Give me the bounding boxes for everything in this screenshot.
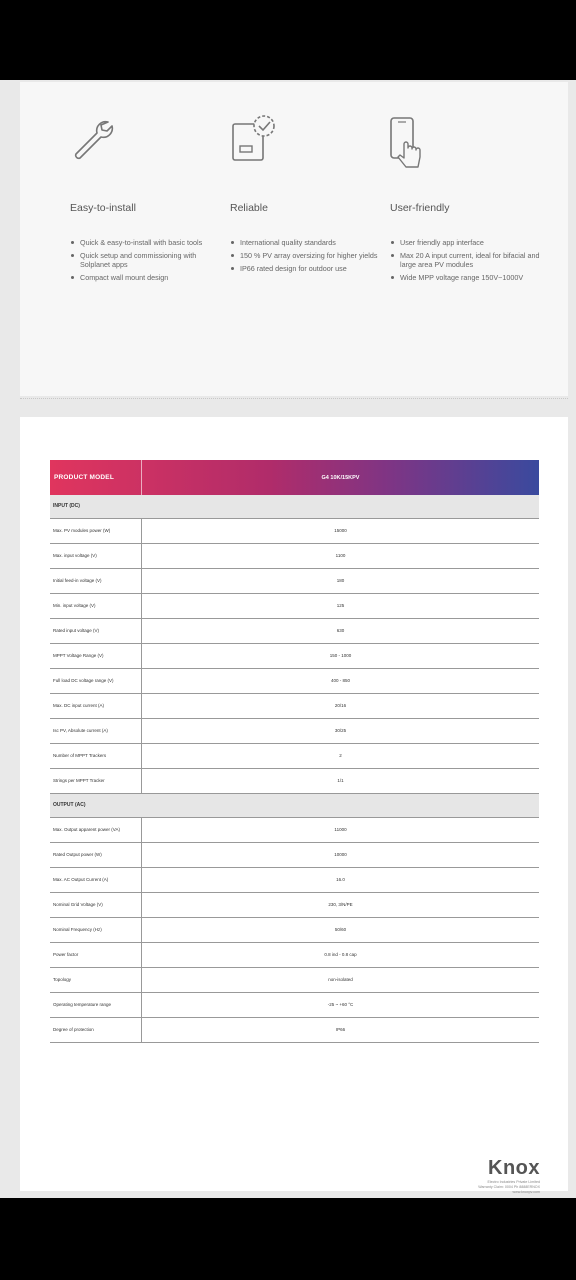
table-row	[50, 1018, 539, 1043]
table-row	[50, 519, 539, 544]
feature-list	[70, 238, 220, 286]
features-page	[20, 82, 568, 396]
status-bar	[0, 0, 576, 80]
input-rows	[50, 519, 539, 794]
row-value: 1/1	[337, 778, 344, 783]
row-label: Degree of protection	[50, 1018, 142, 1042]
table-row	[50, 744, 539, 769]
feature-title: User-friendly	[390, 202, 450, 214]
wrench-icon	[70, 116, 118, 164]
table-row	[50, 594, 539, 619]
row-value: 11000	[334, 827, 347, 832]
inverter-check-icon	[230, 112, 282, 164]
brand-company: Electro Industries Private Limited	[487, 1180, 540, 1184]
table-header	[50, 460, 539, 495]
row-label: Strings per MPPT Tracker	[50, 769, 142, 793]
row-label: Full load DC voltage range (V)	[50, 669, 142, 693]
row-value: 50/60	[334, 927, 347, 932]
table-row	[50, 893, 539, 918]
row-label: Initial feed-in voltage (V)	[50, 569, 142, 593]
row-label: MPPT Voltage Range (V)	[50, 644, 142, 668]
row-value: 180	[336, 578, 345, 583]
row-label: Max. DC input current (A)	[50, 694, 142, 718]
list-item: User friendly app interface	[390, 238, 540, 247]
row-value: 400 - 850	[330, 678, 350, 683]
row-label: Max. Output apparent power (VA)	[50, 818, 142, 842]
row-label: Max. input voltage (V)	[50, 544, 142, 568]
table-row	[50, 769, 539, 794]
list-item: International quality standards	[230, 238, 380, 247]
list-item: Max 20 A input current, ideal for bifacial and large area PV modules	[390, 251, 540, 269]
list-item: IP66 rated design for outdoor use	[230, 264, 380, 273]
row-label: Topology	[50, 968, 142, 992]
row-label: Nominal Grid Voltage (V)	[50, 893, 142, 917]
table-row	[50, 719, 539, 744]
table-row	[50, 569, 539, 594]
row-value: IP66	[335, 1027, 346, 1032]
table-row	[50, 544, 539, 569]
table-row	[50, 868, 539, 893]
row-label: Operating temperature range	[50, 993, 142, 1017]
row-label: Min. input voltage (V)	[50, 594, 142, 618]
section-output: OUTPUT (AC)	[50, 794, 539, 818]
table-row	[50, 669, 539, 694]
row-label: Max. PV modules power (W)	[50, 519, 142, 543]
row-label: Power factor	[50, 943, 142, 967]
row-value: 30/25	[334, 728, 347, 733]
brand-block	[440, 1157, 540, 1195]
row-label: Isc PV, Absolute current (A)	[50, 719, 142, 743]
row-value: -25 ~ +60 °C	[327, 1002, 354, 1007]
row-label: Number of MPPT Trackers	[50, 744, 142, 768]
row-value: non-isolated	[328, 977, 353, 982]
list-item: 150 % PV array oversizing for higher yields	[230, 251, 380, 260]
row-label: Rated Output power (W)	[50, 843, 142, 867]
section-input: INPUT (DC)	[50, 495, 539, 519]
table-row	[50, 619, 539, 644]
brand-logo: Knox	[488, 1157, 540, 1179]
row-value: 230, 3/N/PE	[328, 902, 353, 907]
table-row	[50, 993, 539, 1018]
spec-table	[50, 460, 539, 1043]
row-value: 0.8 ind - 0.8 cap	[324, 952, 357, 957]
feature-title: Reliable	[230, 202, 268, 214]
header-label: PRODUCT MODEL	[50, 460, 142, 495]
spec-page	[20, 417, 568, 1194]
row-value: 630	[336, 628, 345, 633]
output-rows	[50, 818, 539, 1043]
row-value: 125	[336, 603, 345, 608]
header-model-value: G4 10K/15KPV	[321, 474, 360, 481]
table-row	[50, 818, 539, 843]
table-row	[50, 843, 539, 868]
smartphone-touch-icon	[390, 116, 430, 172]
row-value: 2	[339, 753, 342, 758]
row-value: 150 - 1000	[329, 653, 352, 658]
brand-website: www.knoxpv.com	[512, 1190, 540, 1194]
row-value: 1100	[335, 553, 346, 558]
row-value: 20/16	[334, 703, 347, 708]
row-label: Max. AC Output Current (A)	[50, 868, 142, 892]
page-divider	[20, 398, 568, 399]
row-label: Nominal Frequency (Hz)	[50, 918, 142, 942]
table-row	[50, 918, 539, 943]
feature-list	[230, 238, 380, 277]
list-item: Quick setup and commissioning with Solplanet apps	[70, 251, 220, 269]
table-row	[50, 694, 539, 719]
list-item: Wide MPP voltage range 150V~1000V	[390, 273, 540, 282]
feature-list	[390, 238, 540, 286]
feature-title: Easy-to-install	[70, 202, 136, 214]
table-row	[50, 644, 539, 669]
document-viewer[interactable]	[0, 80, 576, 1198]
table-row	[50, 968, 539, 993]
list-item: Compact wall mount design	[70, 273, 220, 282]
navigation-bar	[0, 1198, 576, 1280]
list-item: Quick & easy-to-install with basic tools	[70, 238, 220, 247]
row-value: 10000	[334, 852, 347, 857]
brand-warranty: Warranty Claim: 0004 Ph 8888ERNOX	[478, 1185, 540, 1189]
table-row	[50, 943, 539, 968]
row-value: 16.0	[336, 877, 345, 882]
row-label: Rated input voltage (V)	[50, 619, 142, 643]
row-value: 15000	[334, 528, 347, 533]
